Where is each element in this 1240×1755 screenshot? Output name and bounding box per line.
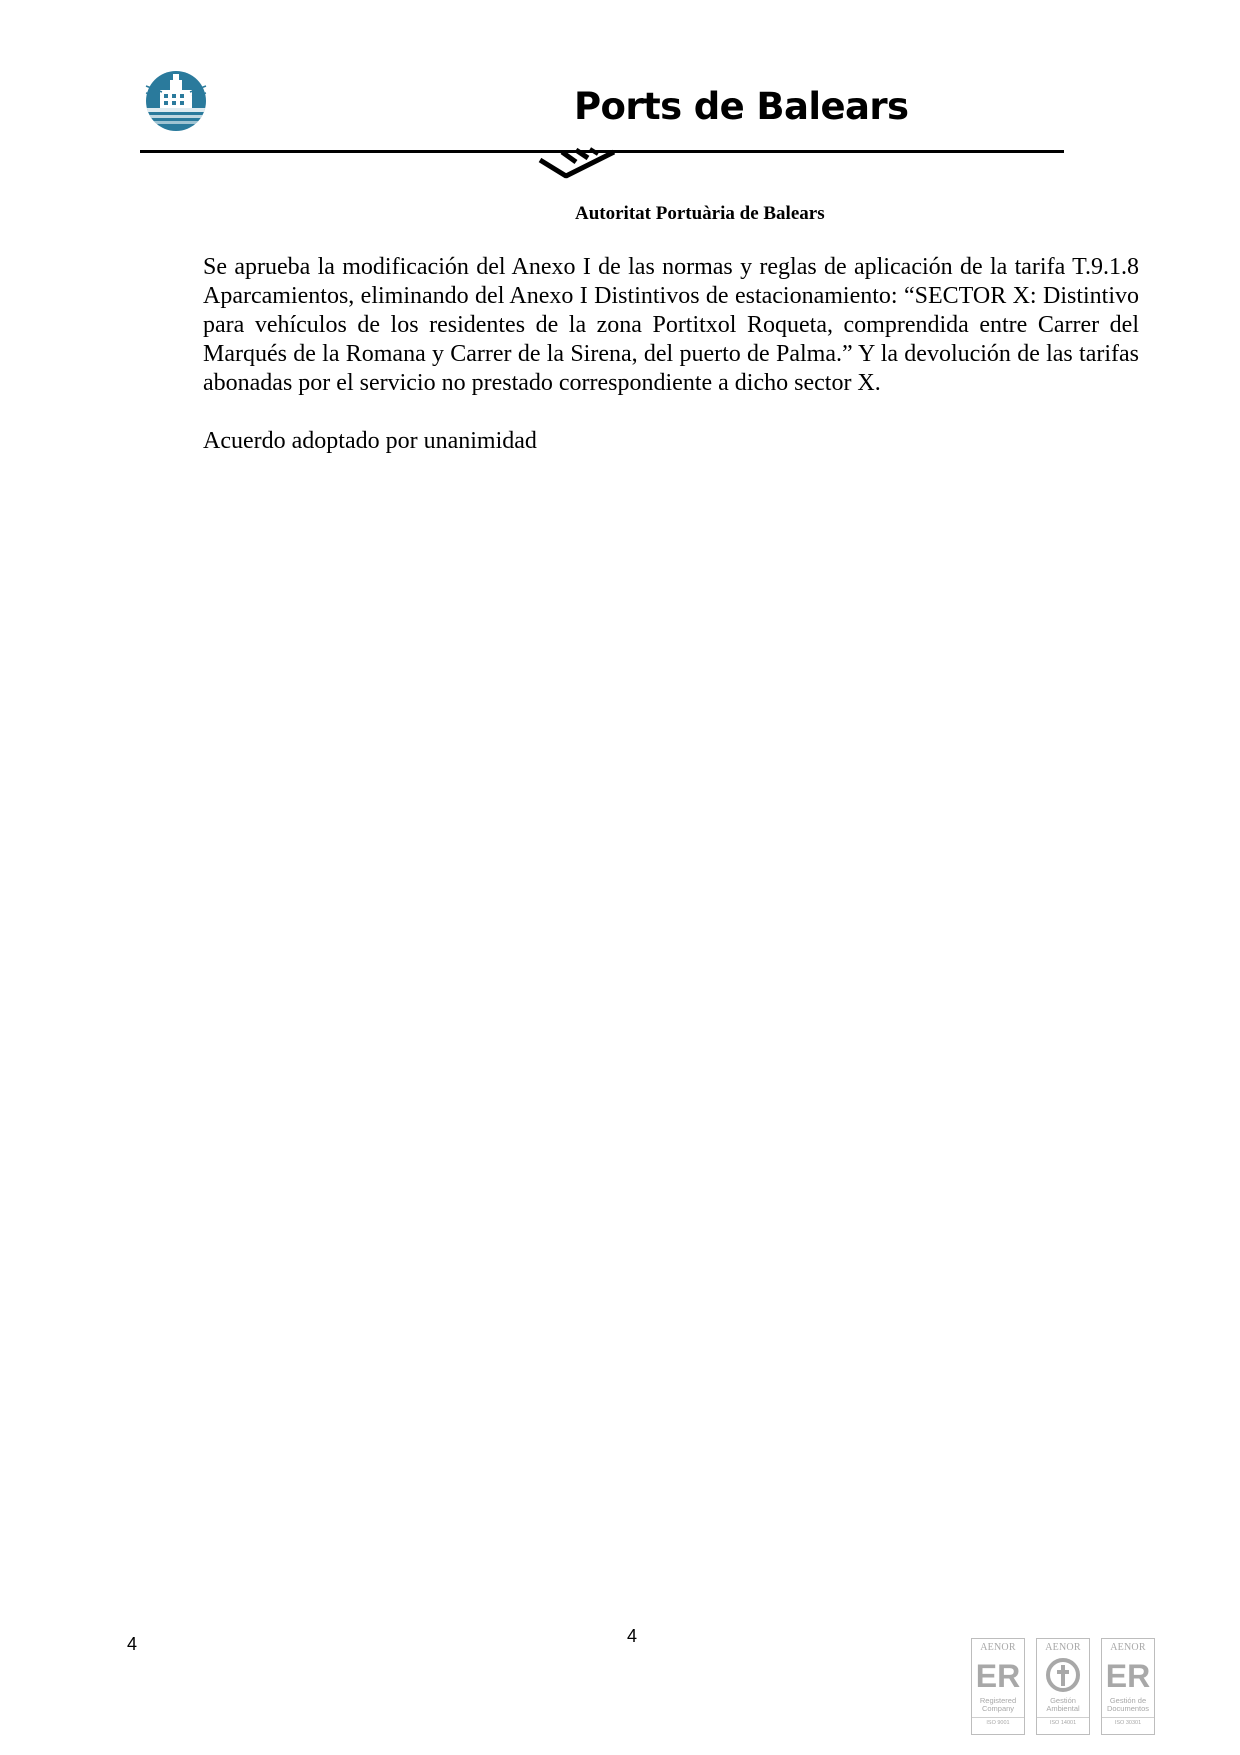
page-number-center: 4 — [627, 1626, 638, 1646]
cert-badge-environmental — [1036, 1638, 1090, 1735]
ports-emblem-icon — [532, 148, 616, 182]
cert-standard: ISO 14001 — [1037, 1717, 1089, 1726]
cert-name: Gestión de Documentos — [1106, 1696, 1150, 1713]
ga-mark-icon — [1043, 1656, 1083, 1694]
er-mark-icon — [975, 1656, 1021, 1694]
brand-title: Ports de Balears — [574, 85, 909, 128]
er-mark-icon — [1105, 1656, 1151, 1694]
certification-badges — [971, 1638, 1155, 1735]
cert-mark-text: ER — [975, 1658, 1021, 1694]
authority-name: Autoritat Portuària de Balears — [575, 203, 825, 224]
agreement-paragraph: Acuerdo adoptado por unanimidad — [203, 428, 537, 454]
cert-name: Registered Company — [979, 1696, 1017, 1713]
page-number-left: 4 — [127, 1634, 138, 1654]
cert-standard: ISO 9001 — [972, 1717, 1024, 1726]
lighthouse-logo-icon — [142, 66, 210, 132]
cert-name: Gestión Ambiental — [1046, 1696, 1080, 1713]
document-body — [203, 253, 1139, 456]
cert-issuer: AENOR — [1045, 1642, 1081, 1653]
cert-standard: ISO 30301 — [1102, 1717, 1154, 1726]
cert-badge-registered-company — [971, 1638, 1025, 1735]
cert-mark-text: ER — [1105, 1658, 1151, 1694]
cert-issuer: AENOR — [1110, 1642, 1146, 1653]
cert-badge-documents — [1101, 1638, 1155, 1735]
resolution-paragraph: Se aprueba la modificación del Anexo I de las normas y reglas de aplicación de la tarifa T.9.1.8 Aparcamientos, eliminando del Anexo I Distintivos de estacionamiento: “SECTOR X: Distintivo para vehículos de los residentes de la zona Portitxol Roqueta, comprendida entre Carrer del Marqués de la Romana y Carrer de la Sirena, del puerto de Palma.” Y la devolución de las tarifas abonadas por el servicio no prestado correspondiente a dicho sector X. — [203, 254, 1139, 396]
cert-issuer: AENOR — [980, 1642, 1016, 1653]
